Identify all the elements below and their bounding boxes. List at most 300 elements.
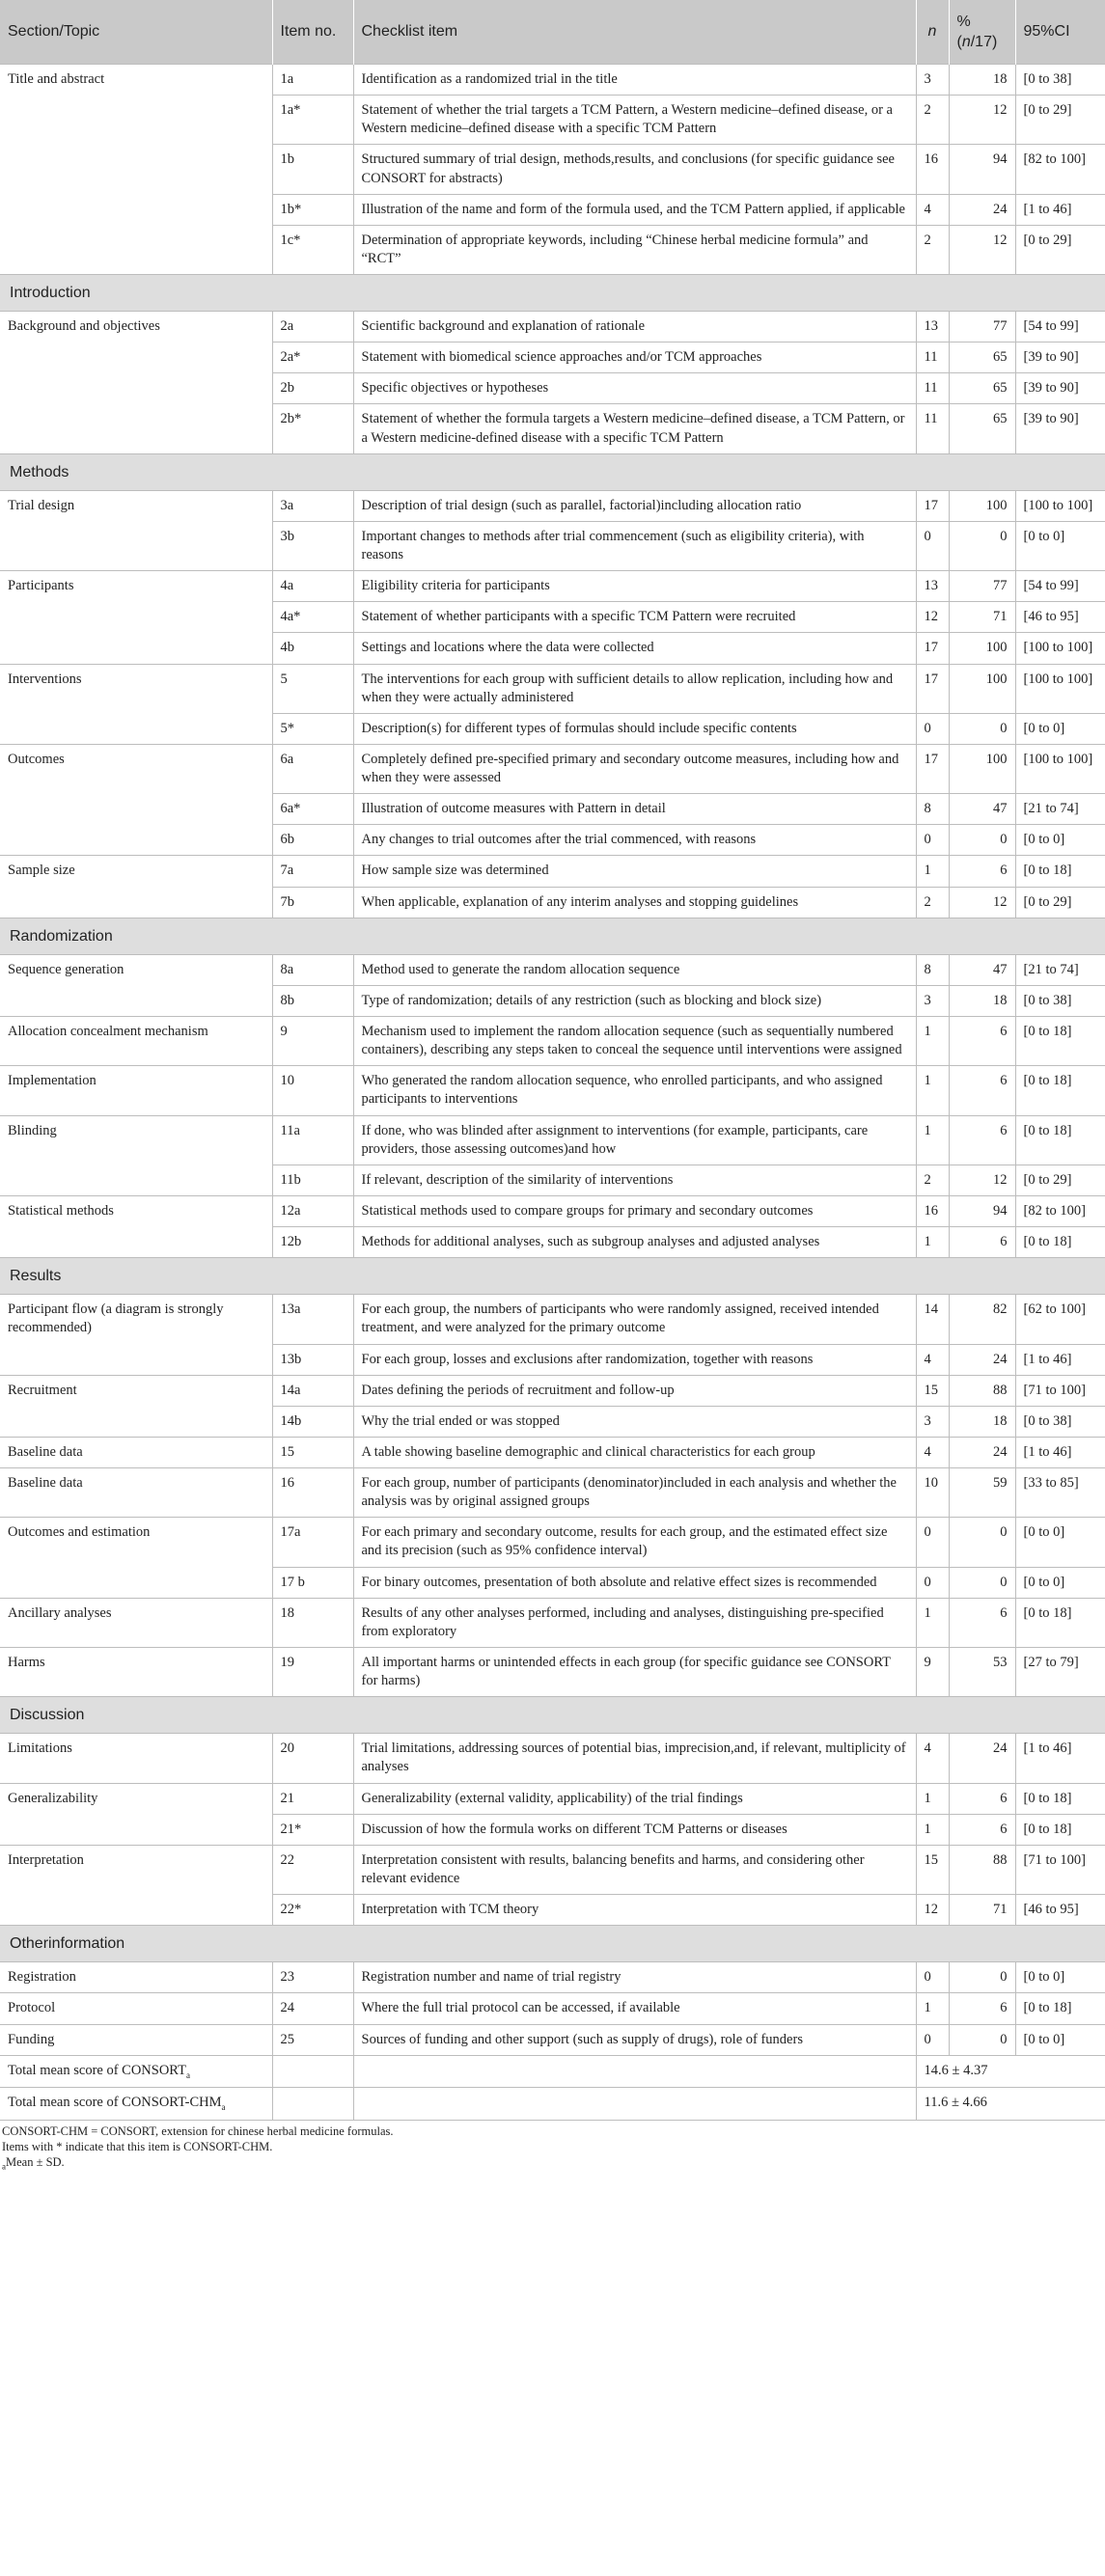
item-n: 15: [916, 1375, 949, 1406]
item-n: 4: [916, 1437, 949, 1467]
checklist-item-text: The interventions for each group with sufficient details to allow replication, including how and when they were actually administered: [353, 664, 916, 713]
item-percent: 6: [949, 1993, 1015, 2024]
item-number: 8a: [272, 954, 353, 985]
item-number: 6a: [272, 744, 353, 793]
item-number: 3b: [272, 521, 353, 570]
item-percent: 71: [949, 1895, 1015, 1926]
topic-cell: Generalizability: [0, 1783, 272, 1845]
item-n: 0: [916, 1518, 949, 1567]
topic-cell: Trial design: [0, 490, 272, 570]
checklist-item-text: Determination of appropriate keywords, including “Chinese herbal medicine formula” and “RCT”: [353, 225, 916, 274]
checklist-item-text: Interpretation consistent with results, balancing benefits and harms, and considering other relevant evidence: [353, 1845, 916, 1894]
item-ci: [0 to 0]: [1015, 521, 1105, 570]
item-number: 12a: [272, 1195, 353, 1226]
item-ci: [0 to 18]: [1015, 1783, 1105, 1814]
item-number: 19: [272, 1647, 353, 1696]
section-title: Results: [0, 1258, 1105, 1295]
item-percent: 12: [949, 96, 1015, 145]
item-percent: 65: [949, 373, 1015, 404]
item-ci: [0 to 0]: [1015, 825, 1105, 856]
item-n: 12: [916, 602, 949, 633]
item-n: 4: [916, 1734, 949, 1783]
header-checklist-item: Checklist item: [353, 0, 916, 65]
item-n: 1: [916, 1814, 949, 1845]
item-ci: [100 to 100]: [1015, 664, 1105, 713]
item-n: 13: [916, 571, 949, 602]
checklist-item-text: Trial limitations, addressing sources of potential bias, imprecision,and, if relevant, multiplicity of analyses: [353, 1734, 916, 1783]
item-percent: 18: [949, 985, 1015, 1016]
item-ci: [71 to 100]: [1015, 1375, 1105, 1406]
item-percent: 0: [949, 2024, 1015, 2055]
topic-cell: Outcomes and estimation: [0, 1518, 272, 1598]
item-percent: 6: [949, 1115, 1015, 1165]
item-ci: [0 to 18]: [1015, 1814, 1105, 1845]
item-ci: [0 to 29]: [1015, 887, 1105, 918]
item-n: 0: [916, 2024, 949, 2055]
total-label-cell: [0, 2088, 272, 2121]
item-ci: [39 to 90]: [1015, 404, 1105, 453]
header-percent-suffix: /17): [970, 34, 998, 50]
table-row: [0, 1437, 1105, 1467]
item-number: 3a: [272, 490, 353, 521]
item-number: 17 b: [272, 1567, 353, 1598]
item-percent: 0: [949, 1567, 1015, 1598]
checklist-item-text: Completely defined pre-specified primary and secondary outcome measures, including how and when they were assessed: [353, 744, 916, 793]
item-percent: 6: [949, 1227, 1015, 1258]
footnote-text: Items with * indicate that this item is CONSORT-CHM.: [2, 2140, 273, 2154]
checklist-item-text: Illustration of the name and form of the formula used, and the TCM Pattern applied, if applicable: [353, 194, 916, 225]
item-n: 17: [916, 744, 949, 793]
table-row: [0, 744, 1105, 793]
checklist-item-text: Generalizability (external validity, applicability) of the trial findings: [353, 1783, 916, 1814]
checklist-item-text: Identification as a randomized trial in the title: [353, 65, 916, 96]
total-row: [0, 2088, 1105, 2121]
checklist-item-text: Results of any other analyses performed, including and analyses, distinguishing pre-specified from exploratory: [353, 1598, 916, 1647]
table-row: [0, 954, 1105, 985]
item-n: 1: [916, 856, 949, 887]
item-n: 0: [916, 825, 949, 856]
item-n: 1: [916, 1598, 949, 1647]
item-number: 4b: [272, 633, 353, 664]
checklist-item-text: If relevant, description of the similarity of interventions: [353, 1165, 916, 1195]
checklist-item-text: Structured summary of trial design, methods,results, and conclusions (for specific guidance see CONSORT for abstracts): [353, 145, 916, 194]
checklist-item-text: Specific objectives or hypotheses: [353, 373, 916, 404]
item-percent: 18: [949, 65, 1015, 96]
item-number: 1b*: [272, 194, 353, 225]
item-ci: [0 to 18]: [1015, 856, 1105, 887]
item-n: 0: [916, 1962, 949, 1993]
item-percent: 77: [949, 312, 1015, 343]
item-n: 1: [916, 1227, 949, 1258]
item-ci: [1 to 46]: [1015, 1437, 1105, 1467]
item-ci: [0 to 18]: [1015, 1017, 1105, 1066]
header-section-topic: Section/Topic: [0, 0, 272, 65]
total-label-cell: [0, 2055, 272, 2088]
item-ci: [71 to 100]: [1015, 1845, 1105, 1894]
total-value: 11.6 ± 4.66: [916, 2088, 1105, 2121]
item-number: 6b: [272, 825, 353, 856]
item-percent: 0: [949, 825, 1015, 856]
item-percent: 24: [949, 1344, 1015, 1375]
item-ci: [1 to 46]: [1015, 1734, 1105, 1783]
item-percent: 47: [949, 794, 1015, 825]
item-number: 1a: [272, 65, 353, 96]
item-n: 1: [916, 1017, 949, 1066]
table-row: [0, 1115, 1105, 1165]
table-row: [0, 1783, 1105, 1814]
item-percent: 71: [949, 602, 1015, 633]
checklist-item-text: Description(s) for different types of formulas should include specific contents: [353, 713, 916, 744]
header-n: n: [916, 0, 949, 65]
item-n: 3: [916, 65, 949, 96]
table-header-row: [0, 0, 1105, 65]
item-n: 15: [916, 1845, 949, 1894]
checklist-item-text: Eligibility criteria for participants: [353, 571, 916, 602]
table-row: [0, 1295, 1105, 1344]
table-row: [0, 571, 1105, 602]
checklist-item-text: Interpretation with TCM theory: [353, 1895, 916, 1926]
item-number: 9: [272, 1017, 353, 1066]
item-number: 11b: [272, 1165, 353, 1195]
section-header-row: [0, 918, 1105, 954]
footnote-text: CONSORT-CHM = CONSORT, extension for chinese herbal medicine formulas.: [2, 2124, 394, 2139]
item-percent: 100: [949, 664, 1015, 713]
item-n: 2: [916, 1165, 949, 1195]
item-n: 10: [916, 1468, 949, 1518]
topic-cell: Interpretation: [0, 1845, 272, 1925]
item-percent: 6: [949, 1598, 1015, 1647]
footnote-line: [2, 2124, 1105, 2139]
total-value: 14.6 ± 4.37: [916, 2055, 1105, 2088]
item-ci: [21 to 74]: [1015, 794, 1105, 825]
section-title: Methods: [0, 453, 1105, 490]
item-ci: [0 to 18]: [1015, 1598, 1105, 1647]
item-percent: 47: [949, 954, 1015, 985]
item-percent: 88: [949, 1375, 1015, 1406]
item-n: 16: [916, 145, 949, 194]
item-ci: [54 to 99]: [1015, 312, 1105, 343]
table-row: [0, 856, 1105, 887]
item-number: 21: [272, 1783, 353, 1814]
topic-cell: Implementation: [0, 1066, 272, 1115]
checklist-item-text: For binary outcomes, presentation of both absolute and relative effect sizes is recommended: [353, 1567, 916, 1598]
item-number: 10: [272, 1066, 353, 1115]
item-ci: [82 to 100]: [1015, 145, 1105, 194]
item-n: 1: [916, 1993, 949, 2024]
topic-cell: Allocation concealment mechanism: [0, 1017, 272, 1066]
item-ci: [0 to 18]: [1015, 1115, 1105, 1165]
checklist-item-text: If done, who was blinded after assignment to interventions (for example, participants, care providers, those assessing outcomes)and how: [353, 1115, 916, 1165]
topic-cell: Sequence generation: [0, 954, 272, 1016]
checklist-item-text: Why the trial ended or was stopped: [353, 1406, 916, 1437]
item-number: 15: [272, 1437, 353, 1467]
topic-cell: Baseline data: [0, 1437, 272, 1467]
item-ci: [0 to 0]: [1015, 2024, 1105, 2055]
item-percent: 12: [949, 1165, 1015, 1195]
checklist-item-text: Dates defining the periods of recruitment and follow-up: [353, 1375, 916, 1406]
checklist-item-text: Sources of funding and other support (such as supply of drugs), role of funders: [353, 2024, 916, 2055]
item-number: 21*: [272, 1814, 353, 1845]
table-row: [0, 312, 1105, 343]
item-n: 17: [916, 664, 949, 713]
item-ci: [0 to 18]: [1015, 1066, 1105, 1115]
item-number: 18: [272, 1598, 353, 1647]
topic-cell: Blinding: [0, 1115, 272, 1195]
footnote-subscript: a: [2, 2161, 6, 2172]
item-number: 6a*: [272, 794, 353, 825]
total-empty-cell: [272, 2055, 353, 2088]
item-percent: 0: [949, 713, 1015, 744]
table-row: [0, 490, 1105, 521]
item-percent: 6: [949, 1066, 1015, 1115]
item-ci: [0 to 38]: [1015, 1406, 1105, 1437]
item-percent: 82: [949, 1295, 1015, 1344]
item-ci: [54 to 99]: [1015, 571, 1105, 602]
item-number: 23: [272, 1962, 353, 1993]
table-row: [0, 1468, 1105, 1518]
item-ci: [46 to 95]: [1015, 1895, 1105, 1926]
item-number: 2a: [272, 312, 353, 343]
item-percent: 53: [949, 1647, 1015, 1696]
header-percent-n: n: [961, 34, 971, 50]
item-number: 12b: [272, 1227, 353, 1258]
total-label: Total mean score of CONSORT: [8, 2062, 186, 2078]
item-n: 1: [916, 1783, 949, 1814]
topic-cell: Protocol: [0, 1993, 272, 2024]
total-empty-cell: [353, 2055, 916, 2088]
item-ci: [46 to 95]: [1015, 602, 1105, 633]
item-percent: 88: [949, 1845, 1015, 1894]
item-number: 2a*: [272, 343, 353, 373]
topic-cell: Background and objectives: [0, 312, 272, 454]
item-number: 5: [272, 664, 353, 713]
item-percent: 0: [949, 1518, 1015, 1567]
item-ci: [0 to 29]: [1015, 1165, 1105, 1195]
item-number: 5*: [272, 713, 353, 744]
item-percent: 100: [949, 490, 1015, 521]
item-number: 1c*: [272, 225, 353, 274]
checklist-item-text: Registration number and name of trial registry: [353, 1962, 916, 1993]
item-ci: [0 to 0]: [1015, 1518, 1105, 1567]
item-n: 1: [916, 1066, 949, 1115]
item-n: 3: [916, 1406, 949, 1437]
item-number: 1b: [272, 145, 353, 194]
item-number: 7b: [272, 887, 353, 918]
checklist-item-text: Method used to generate the random allocation sequence: [353, 954, 916, 985]
item-n: 11: [916, 373, 949, 404]
topic-cell: Recruitment: [0, 1375, 272, 1437]
item-percent: 77: [949, 571, 1015, 602]
item-percent: 24: [949, 1437, 1015, 1467]
checklist-item-text: Important changes to methods after trial commencement (such as eligibility criteria), with reasons: [353, 521, 916, 570]
item-number: 22*: [272, 1895, 353, 1926]
item-n: 2: [916, 887, 949, 918]
section-header-row: [0, 275, 1105, 312]
total-label-subscript: a: [221, 2102, 226, 2113]
item-n: 3: [916, 985, 949, 1016]
topic-cell: Title and abstract: [0, 65, 272, 275]
topic-cell: Registration: [0, 1962, 272, 1993]
total-label-subscript: a: [185, 2069, 190, 2080]
checklist-item-text: For each group, the numbers of participants who were randomly assigned, received intended treatment, and were analyzed for the primary outcome: [353, 1295, 916, 1344]
item-percent: 100: [949, 744, 1015, 793]
item-number: 8b: [272, 985, 353, 1016]
item-percent: 59: [949, 1468, 1015, 1518]
checklist-item-text: When applicable, explanation of any interim analyses and stopping guidelines: [353, 887, 916, 918]
topic-cell: Funding: [0, 2024, 272, 2055]
item-percent: 65: [949, 343, 1015, 373]
item-percent: 12: [949, 225, 1015, 274]
item-n: 17: [916, 633, 949, 664]
item-percent: 65: [949, 404, 1015, 453]
item-ci: [21 to 74]: [1015, 954, 1105, 985]
header-ci: 95%CI: [1015, 0, 1105, 65]
item-ci: [0 to 0]: [1015, 1567, 1105, 1598]
total-label: Total mean score of CONSORT-CHM: [8, 2095, 222, 2111]
item-n: 11: [916, 404, 949, 453]
item-percent: 94: [949, 145, 1015, 194]
table-row: [0, 1962, 1105, 1993]
section-header-row: [0, 1697, 1105, 1734]
header-percent-prefix: % (: [956, 13, 971, 50]
item-n: 8: [916, 794, 949, 825]
checklist-item-text: Methods for additional analyses, such as subgroup analyses and adjusted analyses: [353, 1227, 916, 1258]
section-title: Randomization: [0, 918, 1105, 954]
total-empty-cell: [272, 2088, 353, 2121]
item-ci: [0 to 0]: [1015, 713, 1105, 744]
topic-cell: Participant flow (a diagram is strongly recommended): [0, 1295, 272, 1375]
item-percent: 0: [949, 1962, 1015, 1993]
item-number: 1a*: [272, 96, 353, 145]
header-item-no: Item no.: [272, 0, 353, 65]
item-ci: [82 to 100]: [1015, 1195, 1105, 1226]
table-row: [0, 1017, 1105, 1066]
item-n: 0: [916, 521, 949, 570]
topic-cell: Baseline data: [0, 1468, 272, 1518]
table-row: [0, 1845, 1105, 1894]
table-row: [0, 664, 1105, 713]
item-n: 16: [916, 1195, 949, 1226]
section-header-row: [0, 1258, 1105, 1295]
item-number: 13a: [272, 1295, 353, 1344]
checklist-item-text: For each group, losses and exclusions after randomization, together with reasons: [353, 1344, 916, 1375]
item-n: 1: [916, 1115, 949, 1165]
item-percent: 12: [949, 887, 1015, 918]
checklist-item-text: A table showing baseline demographic and clinical characteristics for each group: [353, 1437, 916, 1467]
item-ci: [39 to 90]: [1015, 343, 1105, 373]
item-number: 16: [272, 1468, 353, 1518]
section-title: Otherinformation: [0, 1926, 1105, 1962]
item-ci: [62 to 100]: [1015, 1295, 1105, 1344]
checklist-item-text: Any changes to trial outcomes after the trial commenced, with reasons: [353, 825, 916, 856]
item-ci: [100 to 100]: [1015, 633, 1105, 664]
table-footnotes: [0, 2121, 1105, 2173]
item-number: 25: [272, 2024, 353, 2055]
checklist-item-text: Type of randomization; details of any restriction (such as blocking and block size): [353, 985, 916, 1016]
topic-cell: Outcomes: [0, 744, 272, 856]
checklist-item-text: Who generated the random allocation sequence, who enrolled participants, and who assigned participants to interventions: [353, 1066, 916, 1115]
item-n: 17: [916, 490, 949, 521]
checklist-item-text: Statement of whether the trial targets a TCM Pattern, a Western medicine–defined disease, or a Western medicine–defined disease with a specific TCM Pattern: [353, 96, 916, 145]
item-ci: [0 to 29]: [1015, 96, 1105, 145]
item-n: 4: [916, 194, 949, 225]
header-percent: [949, 0, 1015, 65]
item-n: 0: [916, 1567, 949, 1598]
checklist-item-text: Settings and locations where the data were collected: [353, 633, 916, 664]
item-n: 0: [916, 713, 949, 744]
table-row: [0, 1734, 1105, 1783]
item-n: 12: [916, 1895, 949, 1926]
section-header-row: [0, 1926, 1105, 1962]
item-n: 14: [916, 1295, 949, 1344]
section-header-row: [0, 453, 1105, 490]
item-ci: [0 to 38]: [1015, 65, 1105, 96]
item-ci: [0 to 38]: [1015, 985, 1105, 1016]
item-percent: 6: [949, 1783, 1015, 1814]
table-row: [0, 1993, 1105, 2024]
checklist-item-text: Discussion of how the formula works on different TCM Patterns or diseases: [353, 1814, 916, 1845]
item-number: 13b: [272, 1344, 353, 1375]
footnote-line: [2, 2154, 1105, 2173]
item-percent: 18: [949, 1406, 1015, 1437]
item-percent: 6: [949, 1814, 1015, 1845]
item-number: 22: [272, 1845, 353, 1894]
item-ci: [39 to 90]: [1015, 373, 1105, 404]
item-percent: 0: [949, 521, 1015, 570]
item-number: 14a: [272, 1375, 353, 1406]
item-number: 7a: [272, 856, 353, 887]
checklist-item-text: How sample size was determined: [353, 856, 916, 887]
item-percent: 94: [949, 1195, 1015, 1226]
checklist-item-text: Statement of whether the formula targets a Western medicine–defined disease, a TCM Pattern, or a Western medicine-defined disease with a specific TCM Pattern: [353, 404, 916, 453]
topic-cell: Ancillary analyses: [0, 1598, 272, 1647]
item-percent: 6: [949, 856, 1015, 887]
item-n: 2: [916, 96, 949, 145]
item-n: 4: [916, 1344, 949, 1375]
item-percent: 100: [949, 633, 1015, 664]
checklist-item-text: Where the full trial protocol can be accessed, if available: [353, 1993, 916, 2024]
section-title: Introduction: [0, 275, 1105, 312]
topic-cell: Harms: [0, 1647, 272, 1696]
checklist-item-text: Mechanism used to implement the random allocation sequence (such as sequentially numbered containers), describing any steps taken to conceal the sequence until interventions were assigned: [353, 1017, 916, 1066]
item-ci: [0 to 29]: [1015, 225, 1105, 274]
topic-cell: Participants: [0, 571, 272, 664]
item-number: 11a: [272, 1115, 353, 1165]
item-n: 8: [916, 954, 949, 985]
item-number: 24: [272, 1993, 353, 2024]
checklist-item-text: Illustration of outcome measures with Pattern in detail: [353, 794, 916, 825]
checklist-item-text: Statement with biomedical science approaches and/or TCM approaches: [353, 343, 916, 373]
item-n: 13: [916, 312, 949, 343]
table-row: [0, 1518, 1105, 1567]
item-ci: [0 to 18]: [1015, 1993, 1105, 2024]
table-row: [0, 1195, 1105, 1226]
table-row: [0, 1647, 1105, 1696]
item-number: 2b*: [272, 404, 353, 453]
section-title: Discussion: [0, 1697, 1105, 1734]
total-empty-cell: [353, 2088, 916, 2121]
item-ci: [33 to 85]: [1015, 1468, 1105, 1518]
item-percent: 24: [949, 1734, 1015, 1783]
item-number: 17a: [272, 1518, 353, 1567]
item-ci: [1 to 46]: [1015, 1344, 1105, 1375]
item-percent: 24: [949, 194, 1015, 225]
topic-cell: Sample size: [0, 856, 272, 918]
item-n: 11: [916, 343, 949, 373]
topic-cell: Limitations: [0, 1734, 272, 1783]
item-ci: [27 to 79]: [1015, 1647, 1105, 1696]
item-n: 2: [916, 225, 949, 274]
